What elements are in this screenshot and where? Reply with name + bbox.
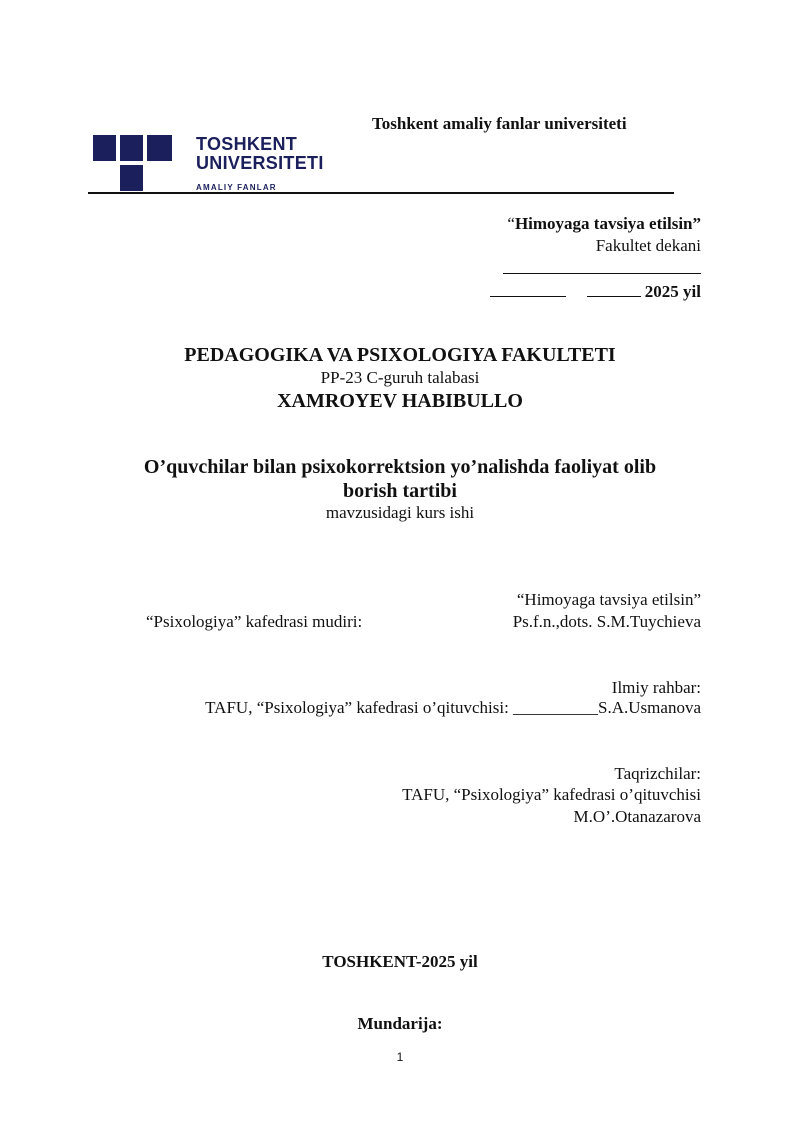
approval-title [381,213,701,235]
logo-text-line3: AMALIY FANLAR [196,183,277,192]
logo-text-line2: UNIVERSITETI [196,153,324,173]
date-blank-day [490,280,566,297]
signature-blank [503,257,701,274]
header-divider [88,192,674,194]
course-topic-subtitle: mavzusidagi kurs ishi [325,503,475,522]
page-number: 1 [396,1050,404,1064]
course-topic [0,455,800,503]
approval-open-quote: “ [507,214,515,233]
student-name: XAMROYEV HABIBULLO [277,390,523,412]
reviewers-name: M.O’.Otanazarova [573,807,701,826]
date-blank-month [587,280,641,297]
logo-square [147,135,172,161]
university-logo [93,135,333,195]
approval-signature-line [381,257,701,280]
reviewers-line: TAFU, “Psixologiya” kafedrasi o’qituvchisi [402,785,701,804]
logo-text-line1: TOSHKENT [196,134,298,154]
course-topic-line2: borish tartibi [343,480,457,502]
contents-heading: Mundarija: [357,1014,443,1033]
supervisor-line: TAFU, “Psixologiya” kafedrasi o’qituvchisi: __________S.A.Usmanova [205,698,701,717]
supervisor-title: Ilmiy rahbar: [611,678,701,697]
department-head-label: “Psixologiya” kafedrasi mudiri: [146,612,363,631]
department-recommend: “Himoyaga tavsiya etilsin” [516,590,701,609]
faculty-name: PEDAGOGIKA VA PSIXOLOGIYA FAKULTETI [184,344,616,366]
logo-square [120,135,143,161]
approval-title-text: Himoyaga tavsiya etilsin” [514,214,701,233]
university-name: Toshkent amaliy fanlar universiteti [372,114,627,133]
approval-date-year: 2025 yil [644,282,701,301]
reviewers-title: Taqrizchilar: [614,764,701,783]
department-head-name: Ps.f.n.,dots. S.M.Tuychieva [512,612,701,631]
logo-square [120,165,143,191]
student-group: PP-23 C-guruh talabasi [320,368,480,387]
city-year: TOSHKENT-2025 yil [322,952,478,971]
approval-date [381,280,701,303]
course-topic-line1: O’quvchilar bilan psixokorrektsion yo’nalishda faoliyat olib [143,456,657,478]
logo-square [93,135,116,161]
approval-role: Fakultet dekani [595,236,701,255]
